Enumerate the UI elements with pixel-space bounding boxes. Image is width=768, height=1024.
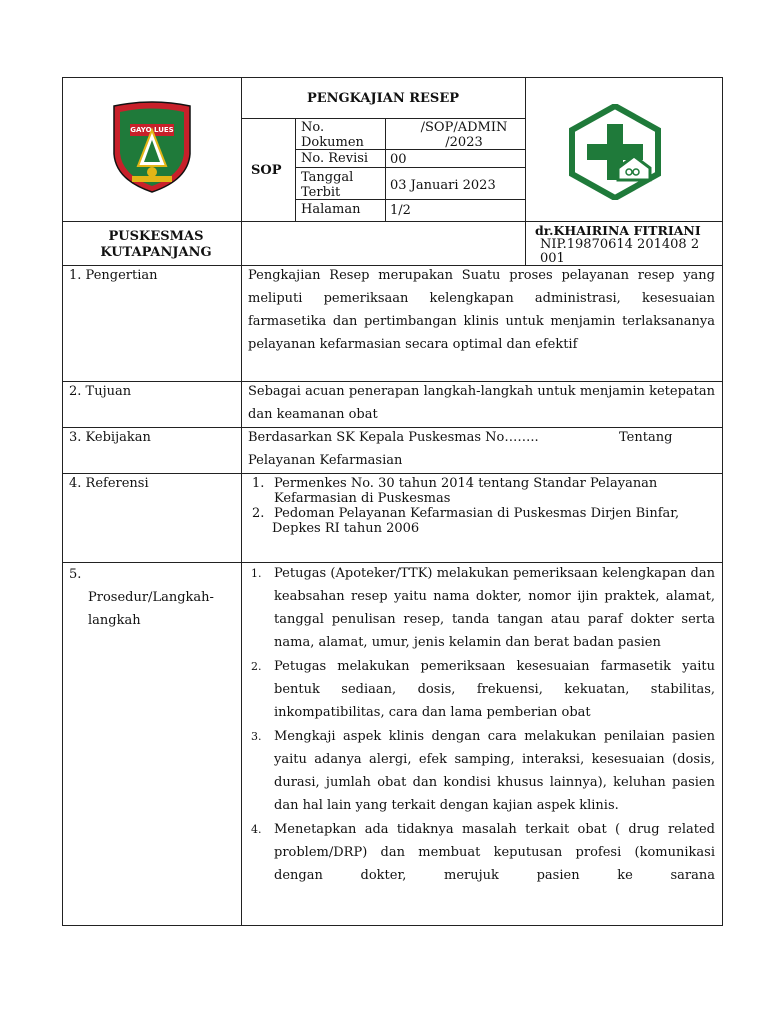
header-hline-title bbox=[241, 118, 525, 119]
list-item bbox=[250, 506, 715, 536]
header-hline-main bbox=[62, 221, 723, 222]
kebijakan-line1-right: Tentang bbox=[619, 430, 673, 445]
referensi-label: 4. Referensi bbox=[69, 476, 149, 491]
halaman-label: Halaman bbox=[301, 202, 361, 217]
halaman-value: 1/2 bbox=[390, 203, 411, 218]
pengertian-text: Pengkajian Resep merupakan Suatu proses pelayanan resep yang meliputi pemeriksaan kelengkapan administrasi, kesesuaian farmasetika dan pertimbangan klinis untuk menjamin terlaksananya pelayanan kefarmasian secara optimal dan efektif bbox=[248, 268, 715, 352]
prosedur-list bbox=[246, 562, 715, 888]
gayo-lues-logo bbox=[108, 100, 196, 196]
list-item-number: 2. bbox=[251, 660, 262, 673]
tanggal-terbit-label: Tanggal Terbit bbox=[301, 170, 354, 200]
document-title: PENGKAJIAN RESEP bbox=[306, 91, 460, 106]
table-border-top bbox=[62, 77, 723, 78]
no-revisi-label: No. Revisi bbox=[301, 151, 369, 166]
table-border-bottom bbox=[62, 925, 723, 926]
tanggal-terbit-value: 03 Januari 2023 bbox=[390, 178, 496, 193]
header-divider-4 bbox=[385, 118, 386, 221]
pengertian-label: 1. Pengertian bbox=[69, 268, 158, 283]
list-item bbox=[246, 655, 715, 724]
no-revisi-value: 00 bbox=[390, 152, 407, 167]
list-item-text: Mengkaji aspek klinis dengan cara melakukan penilaian pasien yaitu adanya alergi, efek samping, interaksi, kesesuaian (dosis, durasi, jumlah obat dan kondisi khusus lainnya), keluhan pasien dan hal lain yang terkait dengan kajian aspek klinis. bbox=[274, 729, 715, 813]
list-item-text: Menetapkan ada tidaknya masalah terkait obat ( drug related problem/DRP) dan membuat keputusan profesi (komunikasi dengan dokter, merujuk pasien ke sarana bbox=[274, 822, 715, 883]
org-name: PUSKESMAS KUTAPANJANG bbox=[100, 229, 212, 260]
gayo-lues-logo-text: GAYO LUES bbox=[130, 126, 174, 134]
row-line-3 bbox=[62, 427, 723, 428]
table-border-right bbox=[722, 77, 723, 926]
header-divider-3 bbox=[295, 118, 296, 221]
prosedur-label: Prosedur/Langkah-langkah bbox=[88, 590, 214, 628]
list-item-number: 1. bbox=[251, 567, 262, 580]
kebijakan-line1: Berdasarkan SK Kepala Puskesmas No…….. bbox=[248, 430, 539, 445]
list-item-text: Pedoman Pelayanan Kefarmasian di Puskesmas Dirjen Binfar, bbox=[274, 506, 680, 521]
list-item bbox=[246, 818, 715, 887]
sop-label: SOP bbox=[251, 163, 282, 178]
tujuan-label: 2. Tujuan bbox=[69, 384, 132, 399]
list-item-number: 4. bbox=[251, 823, 262, 836]
no-dokumen-label: No. Dokumen bbox=[301, 120, 364, 150]
body-divider bbox=[241, 265, 242, 926]
list-item-text: Petugas (Apoteker/TTK) melakukan pemeriksaan kelengkapan dan keabsahan resep yaitu nama dokter, nomor ijin praktek, alamat, tanggal penulisan resep, tanda tangan atau paraf dokter serta nama, alamat, umur, jenis kelamin dan berat badan pasien bbox=[274, 566, 715, 650]
tujuan-text: Sebagai acuan penerapan langkah-langkah untuk menjamin ketepatan dan keamanan obat bbox=[248, 384, 715, 422]
list-item-number: 2. bbox=[252, 506, 265, 521]
list-item-text: Petugas melakukan pemeriksaan kesesuaian farmasetik yaitu bentuk sediaan, dosis, frekuensi, kekuatan, stabilitas, inkompatibilitas, cara dan lama pemberian obat bbox=[274, 659, 715, 720]
list-item-number: 1. bbox=[252, 476, 265, 491]
list-item bbox=[250, 476, 715, 506]
header-hline-r2 bbox=[295, 167, 525, 168]
no-dokumen-value: /SOP/ADMIN /2023 bbox=[420, 120, 508, 150]
kebijakan-line2: Pelayanan Kefarmasian bbox=[248, 453, 403, 468]
signer-nip: NIP.19870614 201408 2 001 bbox=[540, 237, 700, 266]
puskesmas-logo bbox=[568, 104, 662, 200]
list-item-text-continued: Depkes RI tahun 2006 bbox=[272, 521, 420, 536]
signer-name: dr.KHAIRINA FITRIANI bbox=[535, 223, 701, 238]
list-item bbox=[246, 725, 715, 817]
table-border-left bbox=[62, 77, 63, 926]
list-item-number: 3. bbox=[251, 730, 262, 743]
prosedur-label-number: 5. bbox=[69, 567, 82, 582]
list-item bbox=[246, 562, 715, 654]
list-item-text: Permenkes No. 30 tahun 2014 tentang Standar Pelayanan Kefarmasian di Puskesmas bbox=[274, 476, 658, 506]
header-divider-2 bbox=[525, 77, 526, 265]
referensi-list bbox=[250, 476, 715, 536]
kebijakan-label: 3. Kebijakan bbox=[69, 430, 151, 445]
row-line-4 bbox=[62, 473, 723, 474]
